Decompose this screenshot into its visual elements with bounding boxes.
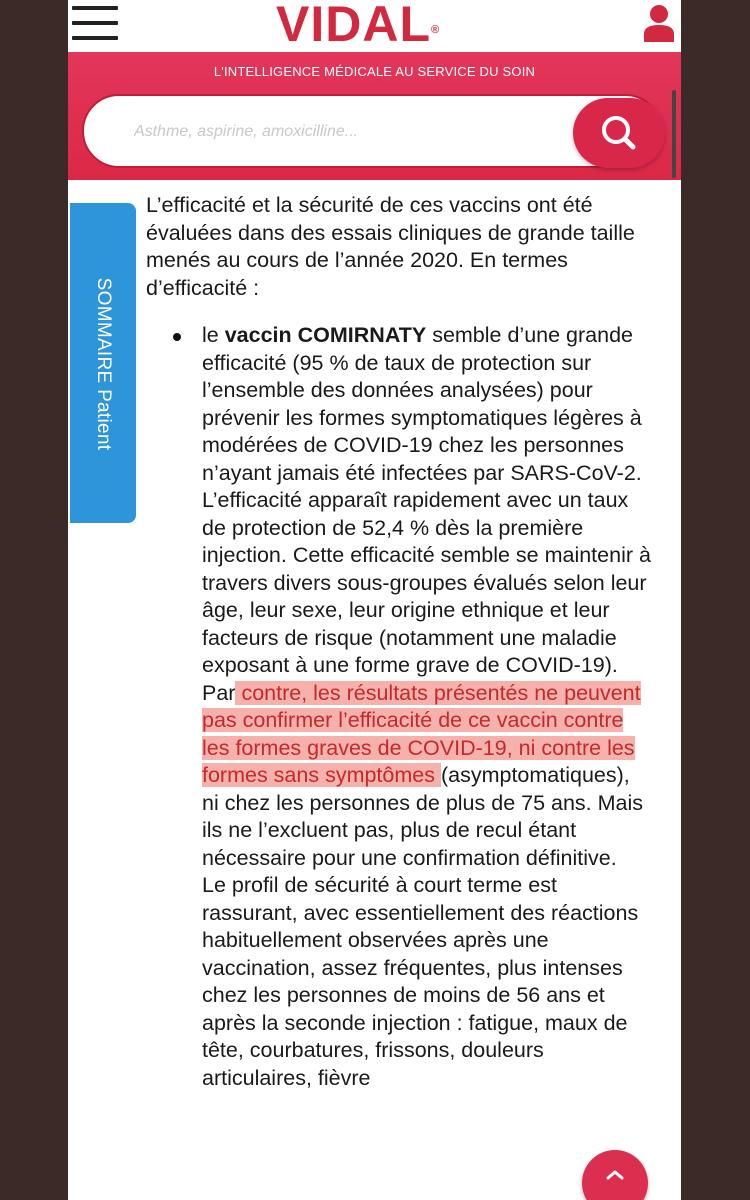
user-icon[interactable] xyxy=(642,4,676,42)
chevron-up-icon xyxy=(582,1150,648,1200)
vaccine-name: vaccin COMIRNATY xyxy=(224,323,427,347)
search-input[interactable] xyxy=(132,118,556,146)
sommaire-label: SOMMAIRE Patient xyxy=(93,277,114,451)
article-intro: L’efficacité et la sécurité de ces vaccins ont été évaluées dans des essais cliniques de grande taille menés au cours de l’année 2020. En termes d’efficacité : xyxy=(146,193,635,300)
bullet-prefix: le xyxy=(202,323,225,347)
highlighted-text: contre, les résultats présentés ne peuvent pas confirmer l’efficacité de ce vaccin contre les formes graves de COVID-19, ni contre les formes sans symptômes xyxy=(202,680,641,787)
list-item xyxy=(202,322,651,1092)
logo-text: VIDAL xyxy=(276,0,431,52)
scroll-to-top-button[interactable] xyxy=(582,1150,648,1200)
registered-mark: ® xyxy=(431,24,441,36)
top-bar xyxy=(68,0,681,52)
safety-paragraph: Le profil de sécurité à court terme est rassurant, avec essentiellement des réactions habituellement observées après une vaccination, assez fréquentes, plus intenses chez les personnes de moins de 56 ans et après la seconde injection : fatigue, maux de tête, courbatures, frissons, douleurs articulaires, fièvre xyxy=(202,873,639,1090)
search-button[interactable] xyxy=(573,98,665,168)
bullet-list xyxy=(146,322,651,1092)
search-icon xyxy=(573,98,665,168)
bullet-icon xyxy=(173,333,181,341)
article-content xyxy=(146,192,651,1092)
bullet-text-1: semble d’une grande efficacité (95 % de taux de protection sur l’ensemble des données analysées) pour prévenir les formes symptomatiques légères à modérées de COVID-19 chez les personnes n’ayant jamais été infectées par SARS-CoV-2. L’efficacité apparaît rapidement avec un taux de protection de 52,4 % dès la première injection. Cette efficacité semble se maintenir à travers divers sous-groupes évalués selon leur âge, leur sexe, leur origine ethnique et leur facteurs de risque (notamment une maladie exposant à une forme grave de COVID-19). Par xyxy=(202,323,651,705)
bullet-text-2: (asymptomatiques), ni chez les personnes de plus de 75 ans. Mais ils ne l’excluent pas, plus de recul étant nécessaire pour une confirmation définitive. xyxy=(202,763,644,870)
vidal-logo[interactable] xyxy=(276,0,440,50)
sommaire-patient-tab[interactable] xyxy=(70,203,136,523)
tagline: L'INTELLIGENCE MÉDICALE AU SERVICE DU SOIN xyxy=(213,64,536,79)
phone-screen xyxy=(68,0,681,1200)
scrollbar[interactable] xyxy=(672,90,676,178)
hamburger-menu-icon[interactable] xyxy=(72,6,118,40)
